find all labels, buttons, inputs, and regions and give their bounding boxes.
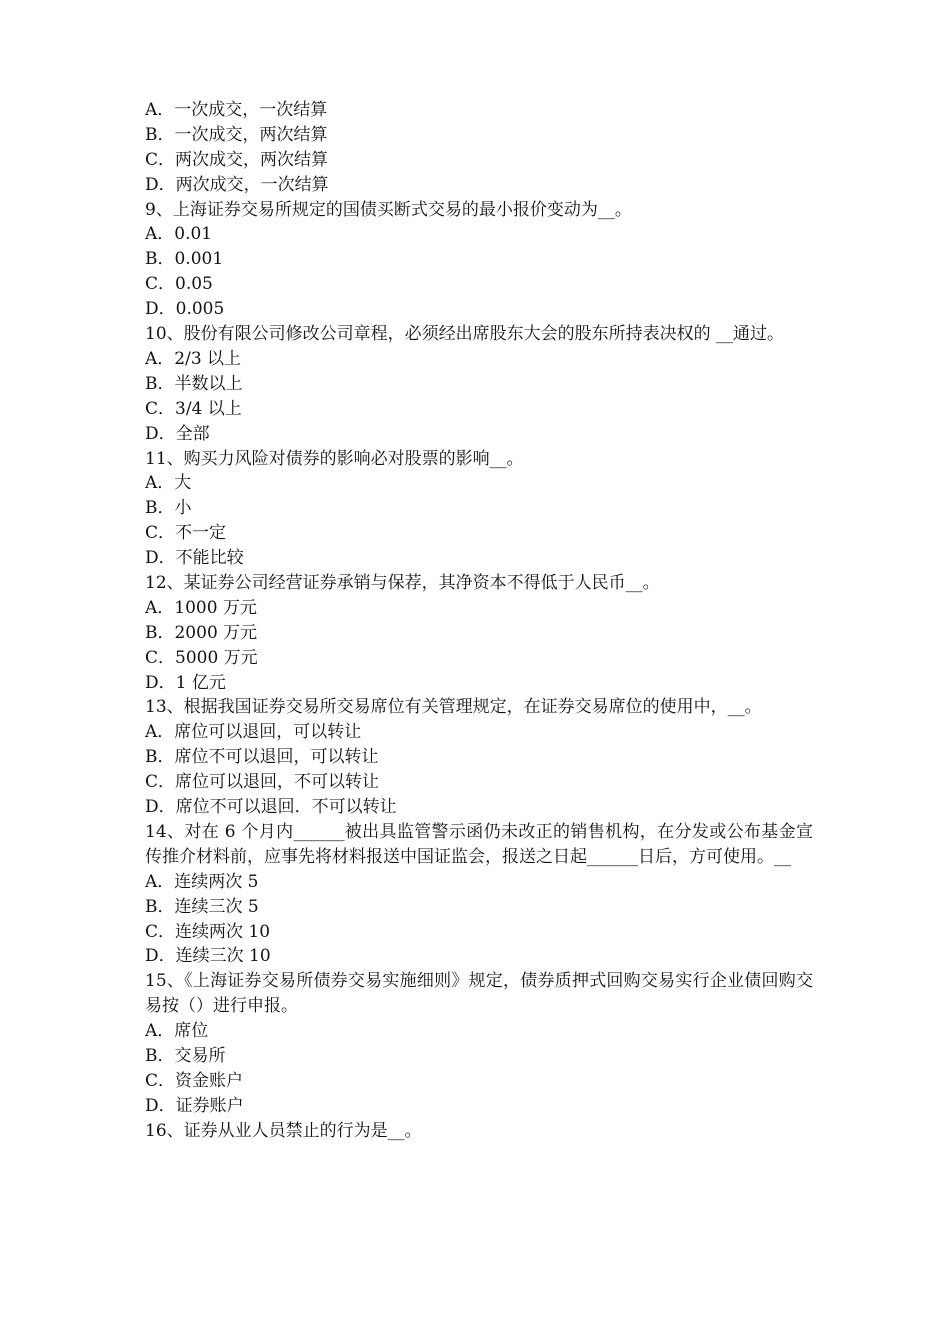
question-15	[145, 969, 813, 1118]
option-d: D．不能比较	[145, 548, 244, 569]
question-14	[145, 820, 813, 969]
question-16	[145, 1119, 813, 1144]
question-stem: 13、根据我国证券交易所交易席位有关管理规定，在证券交易席位的使用中，__。	[145, 697, 762, 718]
option-d: D．连续三次 10	[145, 946, 271, 967]
question-stem: 10、股份有限公司修改公司章程，必须经出席股东大会的股东所持表决权的 __通过。	[145, 324, 785, 345]
option-c: C．5000 万元	[145, 647, 258, 668]
option-d: D．席位不可以退回．不可以转让	[145, 797, 397, 818]
option-d: D．证券账户	[145, 1095, 244, 1116]
option-b: B．交易所	[145, 1045, 226, 1066]
option-c: C．两次成交，两次结算	[145, 149, 329, 170]
option-a: A．0.01	[145, 224, 213, 245]
option-b: B．0.001	[145, 249, 224, 270]
option-d: D．1 亿元	[145, 672, 226, 693]
option-b: B．席位不可以退回，可以转让	[145, 747, 379, 768]
question-stem: 12、某证券公司经营证券承销与保荐，其净资本不得低于人民币__。	[145, 572, 660, 593]
option-a: A．2/3 以上	[145, 348, 242, 369]
option-c: C．0.05	[145, 274, 213, 295]
option-d: D．全部	[145, 423, 210, 444]
option-c: C．连续两次 10	[145, 921, 271, 942]
option-a: A．席位可以退回，可以转让	[145, 722, 362, 743]
question-stem: 15、《上海证券交易所债券交易实施细则》规定，债券质押式回购交易实行企业债回购交易按（）进行申报。	[145, 971, 813, 1017]
option-b: B．半数以上	[145, 373, 243, 394]
document-page	[145, 98, 813, 1144]
question-13	[145, 695, 813, 819]
option-c: C．不一定	[145, 523, 227, 544]
question-stem: 14、对在 6 个月内______被出具监管警示函仍未改正的销售机构，在分发或公布基金宣传推介材料前，应事先将材料报送中国证监会，报送之日起______日后，方可使用。__	[145, 821, 813, 867]
option-d: D．0.005	[145, 299, 225, 320]
option-c: C．资金账户	[145, 1070, 244, 1091]
question-11	[145, 447, 813, 571]
option-b: B．连续三次 5	[145, 896, 259, 917]
question-stem: 9、上海证券交易所规定的国债买断式交易的最小报价变动为__。	[145, 199, 632, 220]
option-a: A．一次成交，一次结算	[145, 100, 328, 120]
option-d: D．两次成交，一次结算	[145, 174, 329, 195]
option-c: C．席位可以退回，不可以转让	[145, 772, 380, 793]
option-a: A．连续两次 5	[145, 871, 259, 892]
question-stem: 16、证券从业人员禁止的行为是__。	[145, 1120, 422, 1141]
option-b: B．一次成交，两次结算	[145, 124, 328, 145]
option-b: B．小	[145, 498, 192, 519]
question-12	[145, 571, 813, 695]
question-10	[145, 322, 813, 446]
question-stem: 11、购买力风险对债券的影响必对股票的影响__。	[145, 448, 524, 469]
option-c: C．3/4 以上	[145, 398, 242, 419]
option-a: A．大	[145, 473, 192, 494]
option-a: A．1000 万元	[145, 597, 257, 618]
option-a: A．席位	[145, 1021, 209, 1042]
question-9	[145, 198, 813, 322]
lead-options	[145, 98, 813, 198]
option-b: B．2000 万元	[145, 622, 258, 643]
